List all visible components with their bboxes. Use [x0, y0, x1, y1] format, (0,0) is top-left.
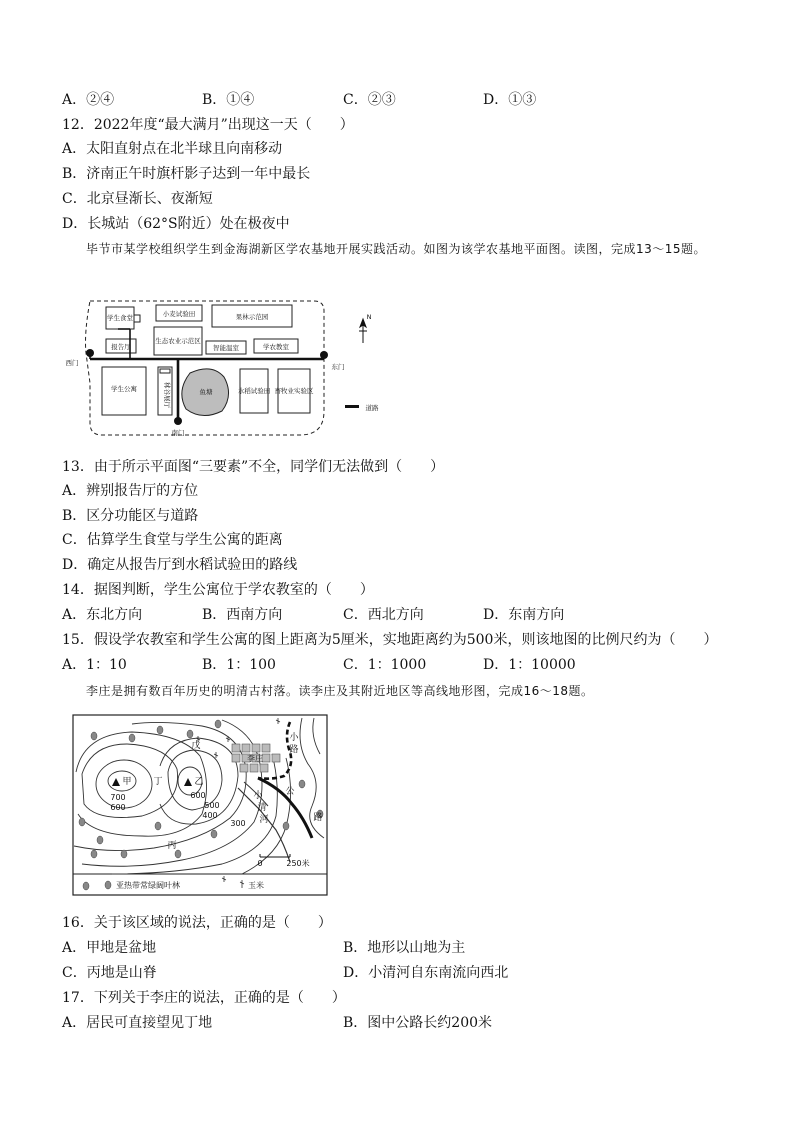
label-yi: 乙 — [194, 777, 204, 787]
west-gate-label: 西门 — [65, 359, 79, 367]
road-legend-label: 道路 — [365, 404, 379, 412]
q13-option-d: D．确定从报告厅到水稻试验田的路线 — [62, 557, 298, 573]
east-gate-label: 东门 — [331, 363, 345, 371]
q13-option-c: C．估算学生食堂与学生公寓的距离 — [62, 532, 283, 548]
label-lizhuang: 李庄 — [247, 754, 263, 763]
contour-label-700: 700 — [110, 793, 126, 802]
intro-16-18: 李庄是拥有数百年历史的明清古村落。读李庄及其附近地区等高线地形图，完成16～18题。 — [86, 684, 594, 698]
wheat-label: 小麦试验田 — [162, 310, 196, 318]
scale-label-250: 250米 — [286, 859, 310, 868]
q17-stem: 17．下列关于李庄的说法，正确的是（ ） — [62, 990, 346, 1006]
label-lu2: 路 — [313, 813, 323, 823]
contour-map — [72, 714, 328, 896]
report-label: 报告厅 — [111, 343, 131, 351]
q14-option-a: A．东北方向 — [62, 607, 143, 623]
q12-stem: 12．2022年度“最大满月”出现这一天（ ） — [62, 117, 354, 133]
contour-label-600-right: 600 — [190, 791, 206, 800]
label-bing: 丙 — [167, 841, 177, 851]
q11-option-c: C．②③ — [343, 92, 396, 108]
greenhouse-label: 智能温室 — [213, 344, 239, 352]
north-arrow — [359, 319, 367, 343]
canteen-label: 学生食堂 — [107, 314, 133, 322]
road-legend-swatch — [345, 405, 359, 408]
label-ding: 丁 — [153, 777, 163, 787]
label-jia: 甲 — [122, 777, 132, 787]
paddy-label: 水稻试验田 — [237, 387, 271, 395]
forest-legend-icon — [105, 881, 111, 889]
q16-option-a: A．甲地是盆地 — [62, 940, 157, 956]
contour-label-500: 500 — [204, 801, 220, 810]
q14-option-c: C．西北方向 — [343, 607, 424, 623]
label-road-lu: 路 — [289, 745, 299, 755]
q11-option-d: D．①③ — [483, 92, 537, 108]
q12-option-c: C．北京昼渐长、夜渐短 — [62, 191, 213, 207]
q11-option-a: A．②④ — [62, 92, 115, 108]
q17-option-b: B．图中公路长约200米 — [343, 1015, 493, 1031]
farm-base-map — [62, 293, 392, 445]
q17-option-a: A．居民可直接望见丁地 — [62, 1015, 213, 1031]
q15-option-b: B．1：100 — [202, 657, 276, 673]
q12-option-d: D．长城站（62°S附近）处在极夜中 — [62, 216, 290, 232]
q13-option-a: A．辨别报告厅的方位 — [62, 483, 199, 499]
pond-label: 鱼塘 — [199, 388, 213, 396]
q13-stem: 13．由于所示平面图“三要素”不全，同学们无法做到（ ） — [62, 459, 445, 475]
label-gong: 公 — [285, 787, 295, 797]
label-river-qing: 清 — [257, 803, 267, 813]
eco-label: 生态农业示范区 — [155, 337, 201, 345]
q11-option-b: B．①④ — [202, 92, 255, 108]
poultry-label: 畜牧业实验区 — [274, 387, 314, 395]
q15-stem: 15．假设学农教室和学生公寓的图上距离为5厘米，实地距离约为500米，则该地图的比例尺约为（ ） — [62, 632, 718, 648]
q14-option-b: B．西南方向 — [202, 607, 283, 623]
label-river-xiao: 小 — [253, 791, 263, 801]
east-gate-dot — [320, 351, 328, 359]
legend-forest-label: 亚热带常绿阔叶林 — [116, 881, 180, 890]
legend-corn-label: 玉米 — [248, 881, 264, 890]
contour-label-300: 300 — [230, 819, 246, 828]
intro-13-15: 毕节市某学校组织学生到金海湖新区学农基地开展实践活动。如图为该学农基地平面图。读图，完成13～15题。 — [86, 242, 707, 256]
fruit-label: 果林示范园 — [235, 313, 269, 321]
sorghum-label: 秫谷展厅 — [163, 382, 171, 408]
q16-option-b: B．地形以山地为主 — [343, 940, 466, 956]
south-gate-dot — [174, 417, 182, 425]
q12-option-b: B．济南正午时旗杆影子达到一年中最长 — [62, 166, 311, 182]
q15-option-d: D．1：10000 — [483, 657, 576, 673]
q16-option-d: D．小清河自东南流向西北 — [343, 965, 509, 981]
q13-option-b: B．区分功能区与道路 — [62, 508, 199, 524]
label-road-xiao: 小 — [289, 733, 299, 743]
scale-label-0: 0 — [257, 859, 263, 868]
q15-option-c: C．1：1000 — [343, 657, 427, 673]
label-wu: 戊 — [191, 741, 201, 751]
q16-stem: 16．关于该区域的说法，正确的是（ ） — [62, 915, 332, 931]
q12-option-a: A．太阳直射点在北半球且向南移动 — [62, 141, 283, 157]
classroom-label: 学农教室 — [263, 343, 289, 351]
contour-label-600-left: 600 — [110, 803, 126, 812]
label-river-he: 河 — [259, 815, 269, 825]
apartment-label: 学生公寓 — [111, 385, 137, 393]
q15-option-a: A．1：10 — [62, 657, 127, 673]
south-gate-label: 南门 — [171, 429, 185, 437]
contour-label-400: 400 — [202, 811, 218, 820]
west-gate-dot — [86, 349, 94, 357]
q16-option-c: C．丙地是山脊 — [62, 965, 157, 981]
q14-stem: 14．据图判断，学生公寓位于学农教室的（ ） — [62, 582, 374, 598]
north-label: N — [366, 313, 372, 321]
q14-option-d: D．东南方向 — [483, 607, 565, 623]
